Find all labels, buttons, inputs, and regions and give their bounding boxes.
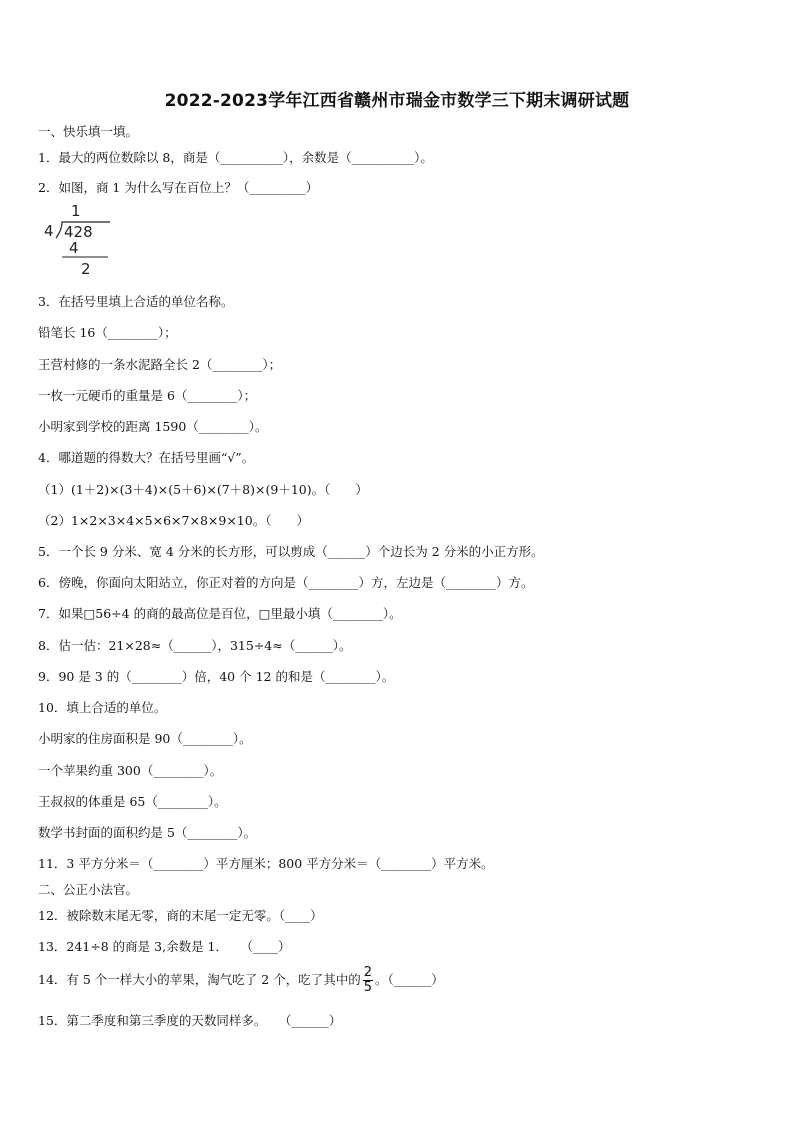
section-heading-judge: 二、公正小法官。 <box>38 882 139 897</box>
question-14-answer: 。（______） <box>375 972 444 987</box>
question-3: 3．在括号里填上合适的单位名称。 <box>38 294 234 309</box>
question-4-option-2: （2）1×2×3×4×5×6×7×8×9×10。（ ） <box>38 513 309 528</box>
question-10: 10．填上合适的单位。 <box>38 700 167 715</box>
question-3b: 王营村修的一条水泥路全长 2（________）； <box>38 357 282 372</box>
long-division-figure <box>38 200 128 280</box>
question-1: 1．最大的两位数除以 8，商是（__________），余数是（__________）。 <box>38 150 433 165</box>
division-divisor: 4 <box>44 222 54 240</box>
question-7: 7．如果□56÷4 的商的最高位是百位，□里最小填（________）。 <box>38 606 402 621</box>
division-dividend: 428 <box>64 223 93 241</box>
section-heading-fill-in: 一、快乐填一填。 <box>38 124 139 139</box>
question-10a: 小明家的住房面积是 90（________）。 <box>38 731 252 746</box>
question-14 <box>38 966 444 995</box>
fraction-denominator: 5 <box>363 980 372 995</box>
question-4-option-1: （1）(1＋2)×(3＋4)×(5＋6)×(7＋8)×(9＋10)。（ ） <box>38 482 368 497</box>
question-4: 4．哪道题的得数大？在括号里画“√”。 <box>38 450 255 465</box>
fraction-numerator: 2 <box>363 965 372 980</box>
division-quotient: 1 <box>71 202 81 220</box>
fraction <box>363 966 373 995</box>
question-10d: 数学书封面的面积约是 5（________）。 <box>38 825 257 840</box>
division-remainder: 2 <box>81 260 91 278</box>
question-3d: 小明家到学校的距离 1590（________）。 <box>38 419 268 434</box>
question-2: 2．如图，商 1 为什么写在百位上？（_________） <box>38 180 319 195</box>
question-15: 15．第二季度和第三季度的天数同样多。 （______） <box>38 1013 342 1028</box>
question-5: 5．一个长 9 分米、宽 4 分米的长方形，可以剪成（______）个边长为 2 分米的小正方形。 <box>38 544 544 559</box>
page-title: 2022-2023学年江西省赣州市瑞金市数学三下期末调研试题 <box>164 91 630 111</box>
question-8: 8．估一估：21×28≈（______），315÷4≈（______）。 <box>38 638 352 653</box>
question-3c: 一枚一元硬币的重量是 6（________）； <box>38 388 257 403</box>
question-11: 11．3 平方分米＝（________）平方厘米；800 平方分米＝（________）平方米。 <box>38 856 494 871</box>
question-13: 13．241÷8 的商是 3,余数是 1． （____） <box>38 939 291 954</box>
question-10c: 王叔叔的体重是 65（________）。 <box>38 794 227 809</box>
question-6: 6．傍晚，你面向太阳站立，你正对着的方向是（________）方，左边是（________）方。 <box>38 575 534 590</box>
question-9: 9．90 是 3 的（________）倍，40 个 12 的和是（________）。 <box>38 669 395 684</box>
question-3a: 铅笔长 16（________）； <box>38 325 177 340</box>
question-14-text: 14．有 5 个一样大小的苹果，淘气吃了 2 个，吃了其中的 <box>38 972 361 987</box>
division-product: 4 <box>69 239 79 257</box>
question-12: 12．被除数末尾无零，商的末尾一定无零。（____） <box>38 908 323 923</box>
question-10b: 一个苹果约重 300（________）。 <box>38 763 223 778</box>
